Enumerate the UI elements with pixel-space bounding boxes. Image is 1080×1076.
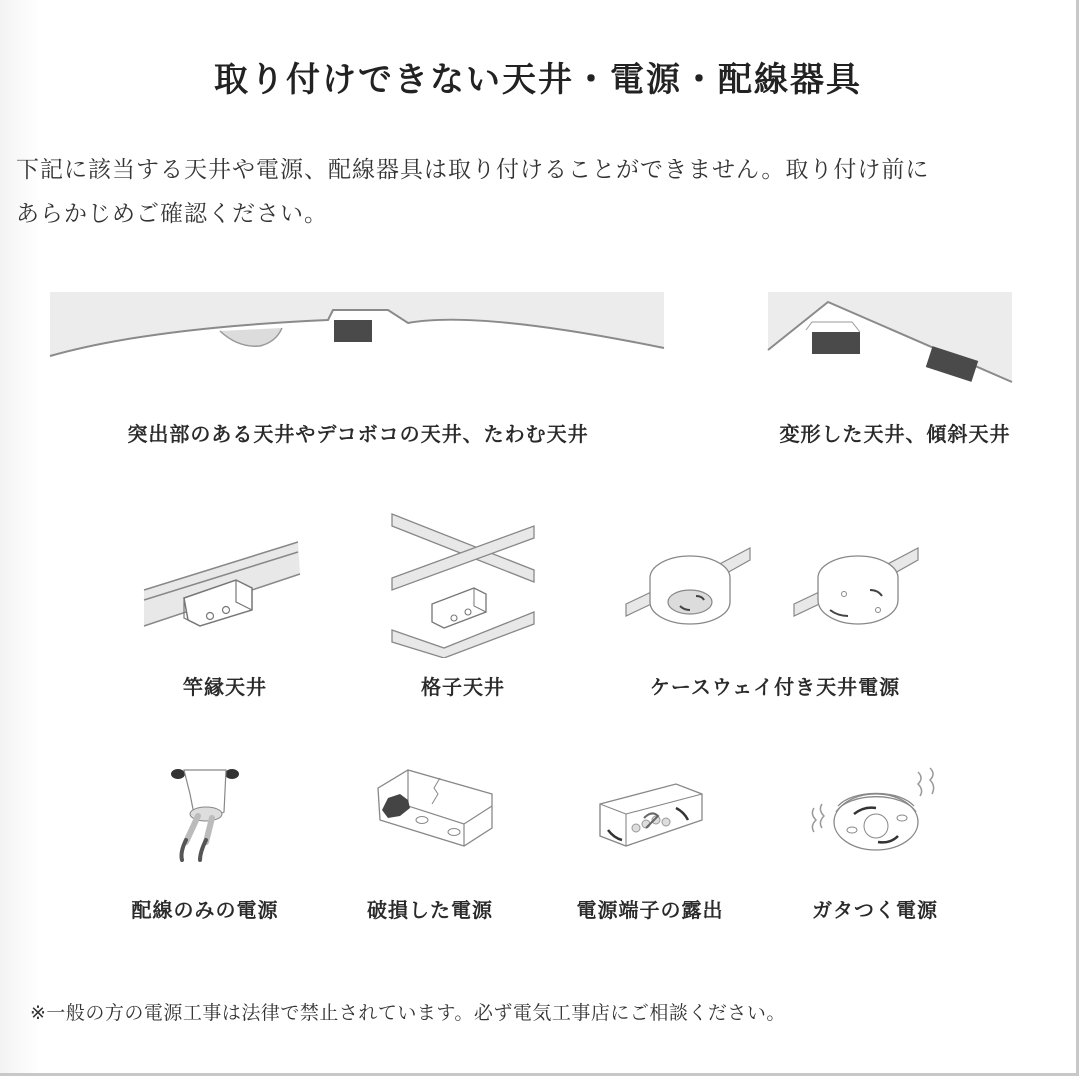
uneven-ceiling-icon xyxy=(48,290,668,370)
intro-text xyxy=(16,148,1056,236)
intro-line-2: あらかじめご確認ください。 xyxy=(16,201,328,227)
figure-label-sloped-ceiling: 変形した天井、傾斜天井 xyxy=(779,422,1011,446)
figure-label-damaged-power: 破損した電源 xyxy=(367,898,493,922)
damaged-outlet-icon xyxy=(374,766,494,856)
exposed-terminals-icon xyxy=(596,780,706,850)
coffered-ceiling-icon xyxy=(388,508,538,658)
figure-label-loose-power: ガタつく電源 xyxy=(812,898,938,922)
intro-line-1: 下記に該当する天井や電源、配線器具は取り付けることができません。取り付け前に xyxy=(16,157,930,183)
caseway-ceiling-outlet-icon xyxy=(624,540,924,630)
figure-label-caseway-power: ケースウェイ付き天井電源 xyxy=(649,675,901,699)
figure-label-uneven-ceiling: 突出部のある天井やデコボコの天井、たわむ天井 xyxy=(127,422,589,446)
page-title: 取り付けできない天井・電源・配線器具 xyxy=(214,60,862,100)
footnote: ※一般の方の電源工事は法律で禁止されています。必ず電気工事店にご相談ください。 xyxy=(30,1002,786,1024)
loose-outlet-icon xyxy=(806,764,946,864)
bare-wires-icon xyxy=(170,764,240,864)
figure-label-exposed-terminals: 電源端子の露出 xyxy=(576,898,724,922)
figure-label-batten-ceiling: 竿縁天井 xyxy=(183,675,267,699)
figure-label-coffered-ceiling: 格子天井 xyxy=(421,675,505,699)
sloped-ceiling-icon xyxy=(766,290,1016,390)
figure-label-wire-only-power: 配線のみの電源 xyxy=(131,898,279,922)
batten-ceiling-icon xyxy=(140,530,310,640)
